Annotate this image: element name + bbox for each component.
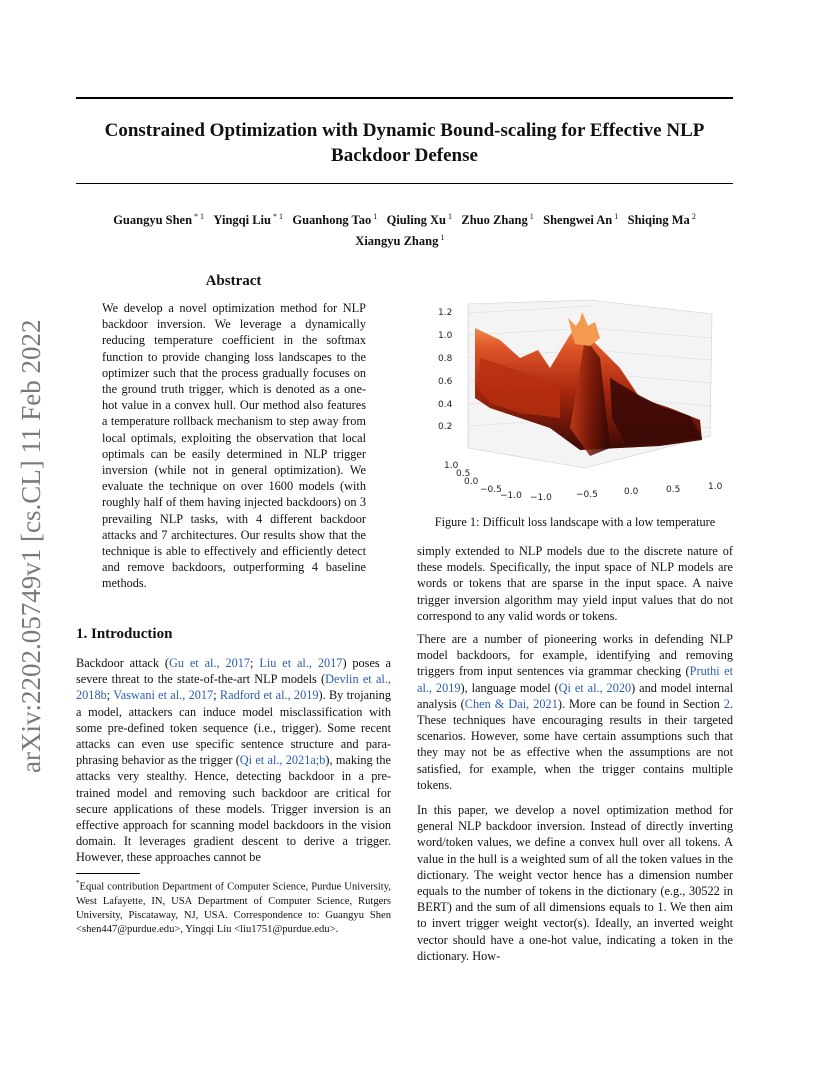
author-affiliation-marker: 1 (527, 212, 534, 221)
citation-link[interactable]: Qi et al., 2020 (558, 680, 632, 695)
author-affiliation-marker: * 1 (192, 212, 205, 221)
right-paragraph-1: simply extended to NLP models due to the discrete nature of these models. Specifically, the input space of NLP models are words or tokens that are sparse in the input space. A naive trigger inversion algorithm may yield input values that do not correspond to any valid words or tokens. (417, 544, 733, 623)
text-run: ), language model ( (460, 680, 559, 695)
author-name: Guangyu Shen (113, 213, 193, 228)
citation-link[interactable]: Gu et al., 2017 (168, 656, 251, 670)
author-name: Yingqi Liu (213, 213, 271, 228)
author-affiliation-marker: 2 (689, 212, 696, 221)
y-tick-label: −1.0 (500, 491, 522, 501)
x-tick-label: 1.0 (708, 482, 723, 492)
z-axis-ticks (438, 308, 453, 432)
text-run: ) poses a severe threat to the state-of-the-art NLP models ( (76, 656, 392, 687)
z-tick-label: 0.8 (438, 354, 453, 364)
z-tick-label: 0.2 (438, 422, 453, 432)
introduction-paragraph (76, 655, 391, 866)
title-top-rule (76, 97, 733, 99)
figure-1-caption: Figure 1: Difficult loss landscape with a low temperature (434, 515, 716, 529)
x-tick-label: 0.0 (624, 487, 639, 497)
x-axis-ticks (530, 482, 723, 503)
text-run: ; (213, 688, 220, 703)
author-affiliation-marker: 1 (371, 212, 378, 221)
y-tick-label: 0.0 (464, 477, 479, 487)
figure-1-surface-plot (420, 298, 730, 508)
citation-link[interactable]: Radford et al., 2019 (219, 688, 319, 703)
footnote-rule (76, 873, 140, 874)
author-affiliation-marker: 1 (612, 212, 619, 221)
text-run: . These techniques have encouraging results in their targeted scenarios. However, some have certain assumptions such that they may not be as effective when the assumptions are not satisfied, for example, when the trigger contains multiple tokens. (417, 696, 733, 792)
text-run: ) and model internal analysis ( (417, 680, 733, 711)
section-heading-introduction: 1. Introduction (76, 626, 173, 642)
paper-title (76, 118, 733, 168)
author-name: Qiuling Xu (386, 213, 447, 228)
title-line-1: Constrained Optimization with Dynamic Bound-scaling for Effective NLP (104, 120, 705, 141)
author-affiliation-marker: * 1 (270, 212, 283, 221)
author-affiliation-marker: 1 (446, 212, 453, 221)
text-run: ; (106, 688, 114, 703)
author-name: Zhuo Zhang (461, 213, 528, 228)
citation-link[interactable]: Devlin et al., 2018b (76, 672, 391, 703)
author-affiliation-marker: 1 (438, 233, 445, 243)
author-list (76, 208, 733, 250)
x-tick-label: −0.5 (576, 490, 598, 500)
text-run: ). By trojaning a model, attackers can induce model misclassification with some pre-defined token sequence (i.e., trigger). Some recent attacks can even use specific sentence structure and para-phrasing behavior as the trigger ( (76, 688, 391, 768)
y-tick-label: −0.5 (480, 485, 502, 495)
text-run: ), making the attacks very stealthy. Hence, detecting backdoor in a pre-trained model and removing such backdoor are critical for secure applications of these models. Trigger inversion is an effective approach for scanning model backdoors in the vision domain. It leverages gradient descent to derive a trigger. However, these approaches cannot be (76, 753, 391, 865)
author-name: Xiangyu Zhang (355, 234, 439, 249)
citation-link[interactable]: Liu et al., 2017 (259, 656, 343, 670)
text-run: Backdoor attack ( (76, 656, 169, 670)
title-bottom-rule (76, 183, 733, 184)
author-name: Guanhong Tao (292, 213, 372, 228)
y-tick-label: 0.5 (456, 469, 471, 479)
abstract-text: We develop a novel optimization method for NLP backdoor inversion. We leverage a dynamically reducing temperature coefficient in the softmax function to provide changing loss landscapes to the optimizer such that the process gradually focuses on the ground truth trigger, which is denoted as a one-hot value in a convex hull. Our method also features a temperature rollback mechanism to step away from local optimals, exploiting the observation that local optimals can be easily determined in NLP trigger inversion (while not in general optimization). We evaluate the technique on over 1600 models (with roughly half of them having injected backdoors) on 3 prevailing NLP tasks, with 4 different backdoor attacks and 7 architectures. Our results show that the technique is able to effectively and efficiently detect and remove backdoors, outperforming 4 baseline methods. (102, 301, 366, 591)
author-name: Shengwei An (543, 213, 613, 228)
author-name: Shiqing Ma (627, 213, 690, 228)
citation-link[interactable]: 2 (723, 696, 730, 711)
citation-link[interactable]: Chen & Dai, 2021 (464, 696, 558, 711)
title-line-2: Backdoor Defense (331, 145, 478, 166)
y-axis-ticks (444, 461, 522, 501)
citation-link[interactable]: Qi et al., 2021a;b (239, 753, 326, 768)
text-run: ). More can be found in Section (557, 696, 724, 711)
right-paragraph-3: In this paper, we develop a novel optimization method for general NLP backdoor inversion. Instead of directly inverting word/token values, we define a convex hull over all tokens. A value in the hull is a weighted sum of all the token values in the dictionary. The weight vector hence has a dimension number equals to the number of tokens in the dictionary (e.g., 30522 in BERT) and the sum of all dimensions equals to 1. We then aim to invert trigger weight vector(s). Ideally, an inverted weight vector should have a one-hot value, indicating a token in the dictionary. How- (417, 803, 733, 963)
citation-link[interactable]: Pruthi et al., 2019 (417, 664, 733, 695)
z-tick-label: 1.0 (438, 331, 453, 341)
footnote-text: Equal contribution Department of Computer Science, Purdue University, West Lafayette, IN, USA Department of Computer Science, Rutgers University, Piscataway, NJ, USA. Correspondence to: Guangyu Shen <shen447@purdue.edu>, Yingqi Liu <liu1751@purdue.edu>. (76, 881, 391, 935)
abstract-heading: Abstract (205, 273, 262, 289)
y-tick-label: 1.0 (444, 461, 459, 471)
arxiv-stamp: arXiv:2202.05749v1 [cs.CL] 11 Feb 2022 (16, 319, 46, 773)
citation-link[interactable]: Vaswani et al., 2017 (113, 688, 214, 703)
x-tick-label: −1.0 (530, 493, 552, 503)
z-tick-label: 0.4 (438, 400, 453, 410)
z-tick-label: 1.2 (438, 308, 453, 318)
right-paragraph-2 (417, 631, 733, 793)
footnote: *Equal contribution Department of Computer Science, Purdue University, West Lafayette, IN, USA Department of Computer Science, Rutgers University, Piscataway, NJ, USA. Correspondence to: Guangyu Shen <shen447@purdue.edu>, Yingqi Liu <liu1751@purdue.edu>. (76, 879, 391, 935)
text-run: There are a number of pioneering works in defending NLP model backdoors, for example, identifying and removing triggers from input sentences via grammar checking ( (417, 632, 733, 679)
text-run: ; (250, 656, 260, 670)
x-tick-label: 0.5 (666, 485, 681, 495)
z-tick-label: 0.6 (438, 377, 453, 387)
